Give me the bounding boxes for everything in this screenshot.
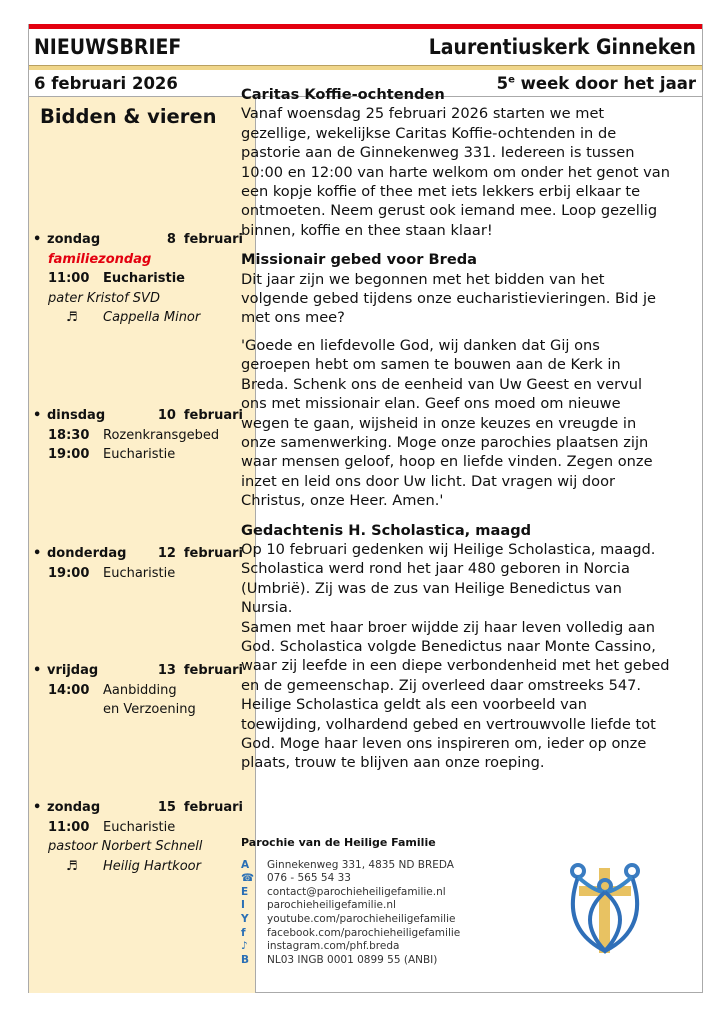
event-date — [33, 798, 243, 818]
article-title: Missionair gebed voor Breda — [241, 251, 478, 269]
event-service: Rozenkransgebed — [103, 427, 220, 443]
event-time: 19:00 — [48, 447, 90, 462]
parish-name: Parochie van de Heilige Familie — [241, 836, 436, 849]
choir: Cappella Minor — [103, 310, 201, 325]
event-date — [33, 661, 243, 681]
week-number: 5 — [496, 73, 509, 93]
event-day-number: 15 — [157, 800, 176, 815]
music-note-icon: ♬ — [66, 858, 78, 874]
article-paragraph: Samen met haar broer wijdde zij haar leven volledig aan God. Scholastica volgde Benedictus naar Monte Cassino, waar zij leefde in een diepe verbondenheid met het gebed en de gemeenschap. Zij overleed daar omstreeks 547. Heilige Scholastica geldt als een voorbeeld van toewijding, volhardend gebed en vertrouwvolle liefde tot God. Moge haar leven ons inspireren om, ieder op onze plaats, trouw te blijven aan onze roeping. — [241, 618, 670, 772]
event-day-number: 12 — [157, 546, 176, 561]
event-1 — [33, 406, 243, 465]
event-0 — [33, 230, 243, 328]
celebrant: pastoor Norbert Schnell — [48, 839, 203, 854]
event-day: dinsdag — [47, 408, 106, 423]
event-4 — [33, 798, 243, 876]
event-day: vrijdag — [47, 663, 99, 678]
contact-key-icon: f — [241, 926, 246, 939]
event-time: 11:00 — [48, 819, 90, 835]
parish-logo — [565, 858, 645, 958]
event-date — [33, 544, 243, 564]
bullet: • — [33, 663, 42, 678]
event-service: Aanbidding — [103, 682, 177, 698]
contact-key-icon: A — [241, 858, 250, 871]
event-time: 11:00 — [48, 271, 90, 286]
newsletter-title: NIEUWSBRIEF — [34, 35, 182, 59]
contact-value: 076 - 565 54 33 — [267, 872, 351, 885]
event-day-number: 10 — [157, 408, 176, 423]
contact-value[interactable]: instagram.com/phf.breda — [267, 940, 400, 953]
bullet: • — [33, 232, 42, 247]
music-line — [33, 857, 243, 877]
week-text: week door het jaar — [514, 73, 696, 93]
contact-key-icon: ♪ — [241, 940, 248, 953]
event-month: februari — [183, 800, 243, 815]
contact-key-icon: I — [241, 899, 245, 912]
event-line — [33, 681, 243, 701]
event-day: zondag — [47, 800, 101, 815]
contact-key-icon: Y — [241, 912, 249, 925]
event-day-number: 13 — [157, 663, 176, 678]
bullet: • — [33, 800, 42, 815]
event-time: 14:00 — [48, 682, 90, 698]
event-line — [33, 564, 243, 584]
event-service: en Verzoening — [103, 702, 196, 717]
event-time: 19:00 — [48, 565, 90, 581]
event-date — [33, 406, 243, 426]
event-service: Eucharistie — [103, 271, 185, 286]
contact-key-icon: ☎ — [241, 872, 255, 885]
article-paragraph: Vanaf woensdag 25 februari 2026 starten we met gezellige, wekelijkse Caritas Koffie-ochtenden in de pastorie aan de Ginnekenweg 331. Iedereen is tussen 10:00 en 12:00 van harte welkom om onder het genot van een kopje koffie of thee met iets lekkers erbij elkaar te ontmoeten. Neem gerust ook iemand mee. Loop gezellig binnen, koffie en thee staan klaar! — [241, 105, 670, 239]
contact-key-icon: E — [241, 885, 249, 898]
event-date — [33, 230, 243, 250]
event-service: Eucharistie — [103, 447, 176, 462]
contact-value[interactable]: contact@parochieheiligefamilie.nl — [267, 885, 446, 898]
event-month: februari — [183, 232, 243, 247]
event-line — [33, 426, 243, 446]
contact-value: NL03 INGB 0001 0899 55 (ANBI) — [267, 953, 438, 966]
event-3 — [33, 661, 243, 720]
article-title: Caritas Koffie-ochtenden — [241, 86, 445, 103]
article-paragraph: Dit jaar zijn we begonnen met het bidden van het volgende gebed tijdens onze eucharistievieringen. Bid je met ons mee? — [241, 270, 657, 327]
contact-key-icon: B — [241, 953, 250, 966]
event-service: Eucharistie — [103, 819, 176, 835]
title-row — [29, 29, 702, 65]
event-day: donderdag — [47, 546, 127, 561]
event-time: 18:30 — [48, 427, 90, 443]
church-name: Laurentiuskerk Ginneken — [428, 35, 696, 59]
schedule-panel — [29, 97, 256, 993]
event-line — [33, 445, 243, 465]
bullet: • — [33, 546, 42, 561]
music-line — [33, 308, 243, 328]
bullet: • — [33, 408, 42, 423]
event-2 — [33, 544, 243, 583]
event-day-number: 8 — [166, 232, 176, 247]
celebrant: pater Kristof SVD — [48, 290, 160, 306]
event-month: februari — [183, 408, 243, 423]
choir: Heilig Hartkoor — [103, 858, 201, 874]
event-day: zondag — [47, 232, 101, 247]
week-suffix: e — [508, 74, 515, 85]
contact-value[interactable]: youtube.com/parochieheiligefamilie — [267, 912, 456, 925]
event-month: februari — [183, 663, 243, 678]
event-service: Eucharistie — [103, 565, 176, 581]
contact-value: Ginnekenweg 331, 4835 ND BREDA — [267, 858, 454, 871]
event-month: februari — [183, 546, 243, 561]
schedule-title: Bidden & vieren — [40, 105, 217, 128]
event-line — [33, 818, 243, 838]
issue-date: 6 februari 2026 — [34, 73, 178, 93]
article-paragraph: 'Goede en liefdevolle God, wij danken dat Gij ons geroepen hebt om samen te bouwen aan de Kerk in Breda. Schenk ons de eenheid van Uw Geest en vervul ons met missionair elan. Geef ons moed om nieuwe wegen te gaan, wijsheid in onze keuzes en vreugde in onze samenwerking. Moge onze parochies plaatsen zijn waar mensen geloof, hoop en liefde vinden. Zegen onze inzet en leid ons door Uw licht. Dat vragen wij door Christus, onze Heer. Amen.' — [241, 336, 653, 510]
articles-column — [241, 85, 671, 781]
event-note: familiezondag — [48, 251, 152, 267]
contact-value[interactable]: facebook.com/parochieheiligefamilie — [267, 926, 461, 939]
article-title: Gedachtenis H. Scholastica, maagd — [241, 521, 532, 539]
article-paragraph: Op 10 februari gedenken wij Heilige Scholastica, maagd. Scholastica werd rond het jaar 480 geboren in Norcia (Umbrië). Zij was de zus van Heilige Benedictus van Nursia. — [241, 540, 656, 617]
event-line — [33, 700, 243, 720]
event-line — [33, 269, 243, 289]
contact-value[interactable]: parochieheiligefamilie.nl — [267, 899, 396, 912]
music-note-icon: ♬ — [66, 310, 78, 325]
